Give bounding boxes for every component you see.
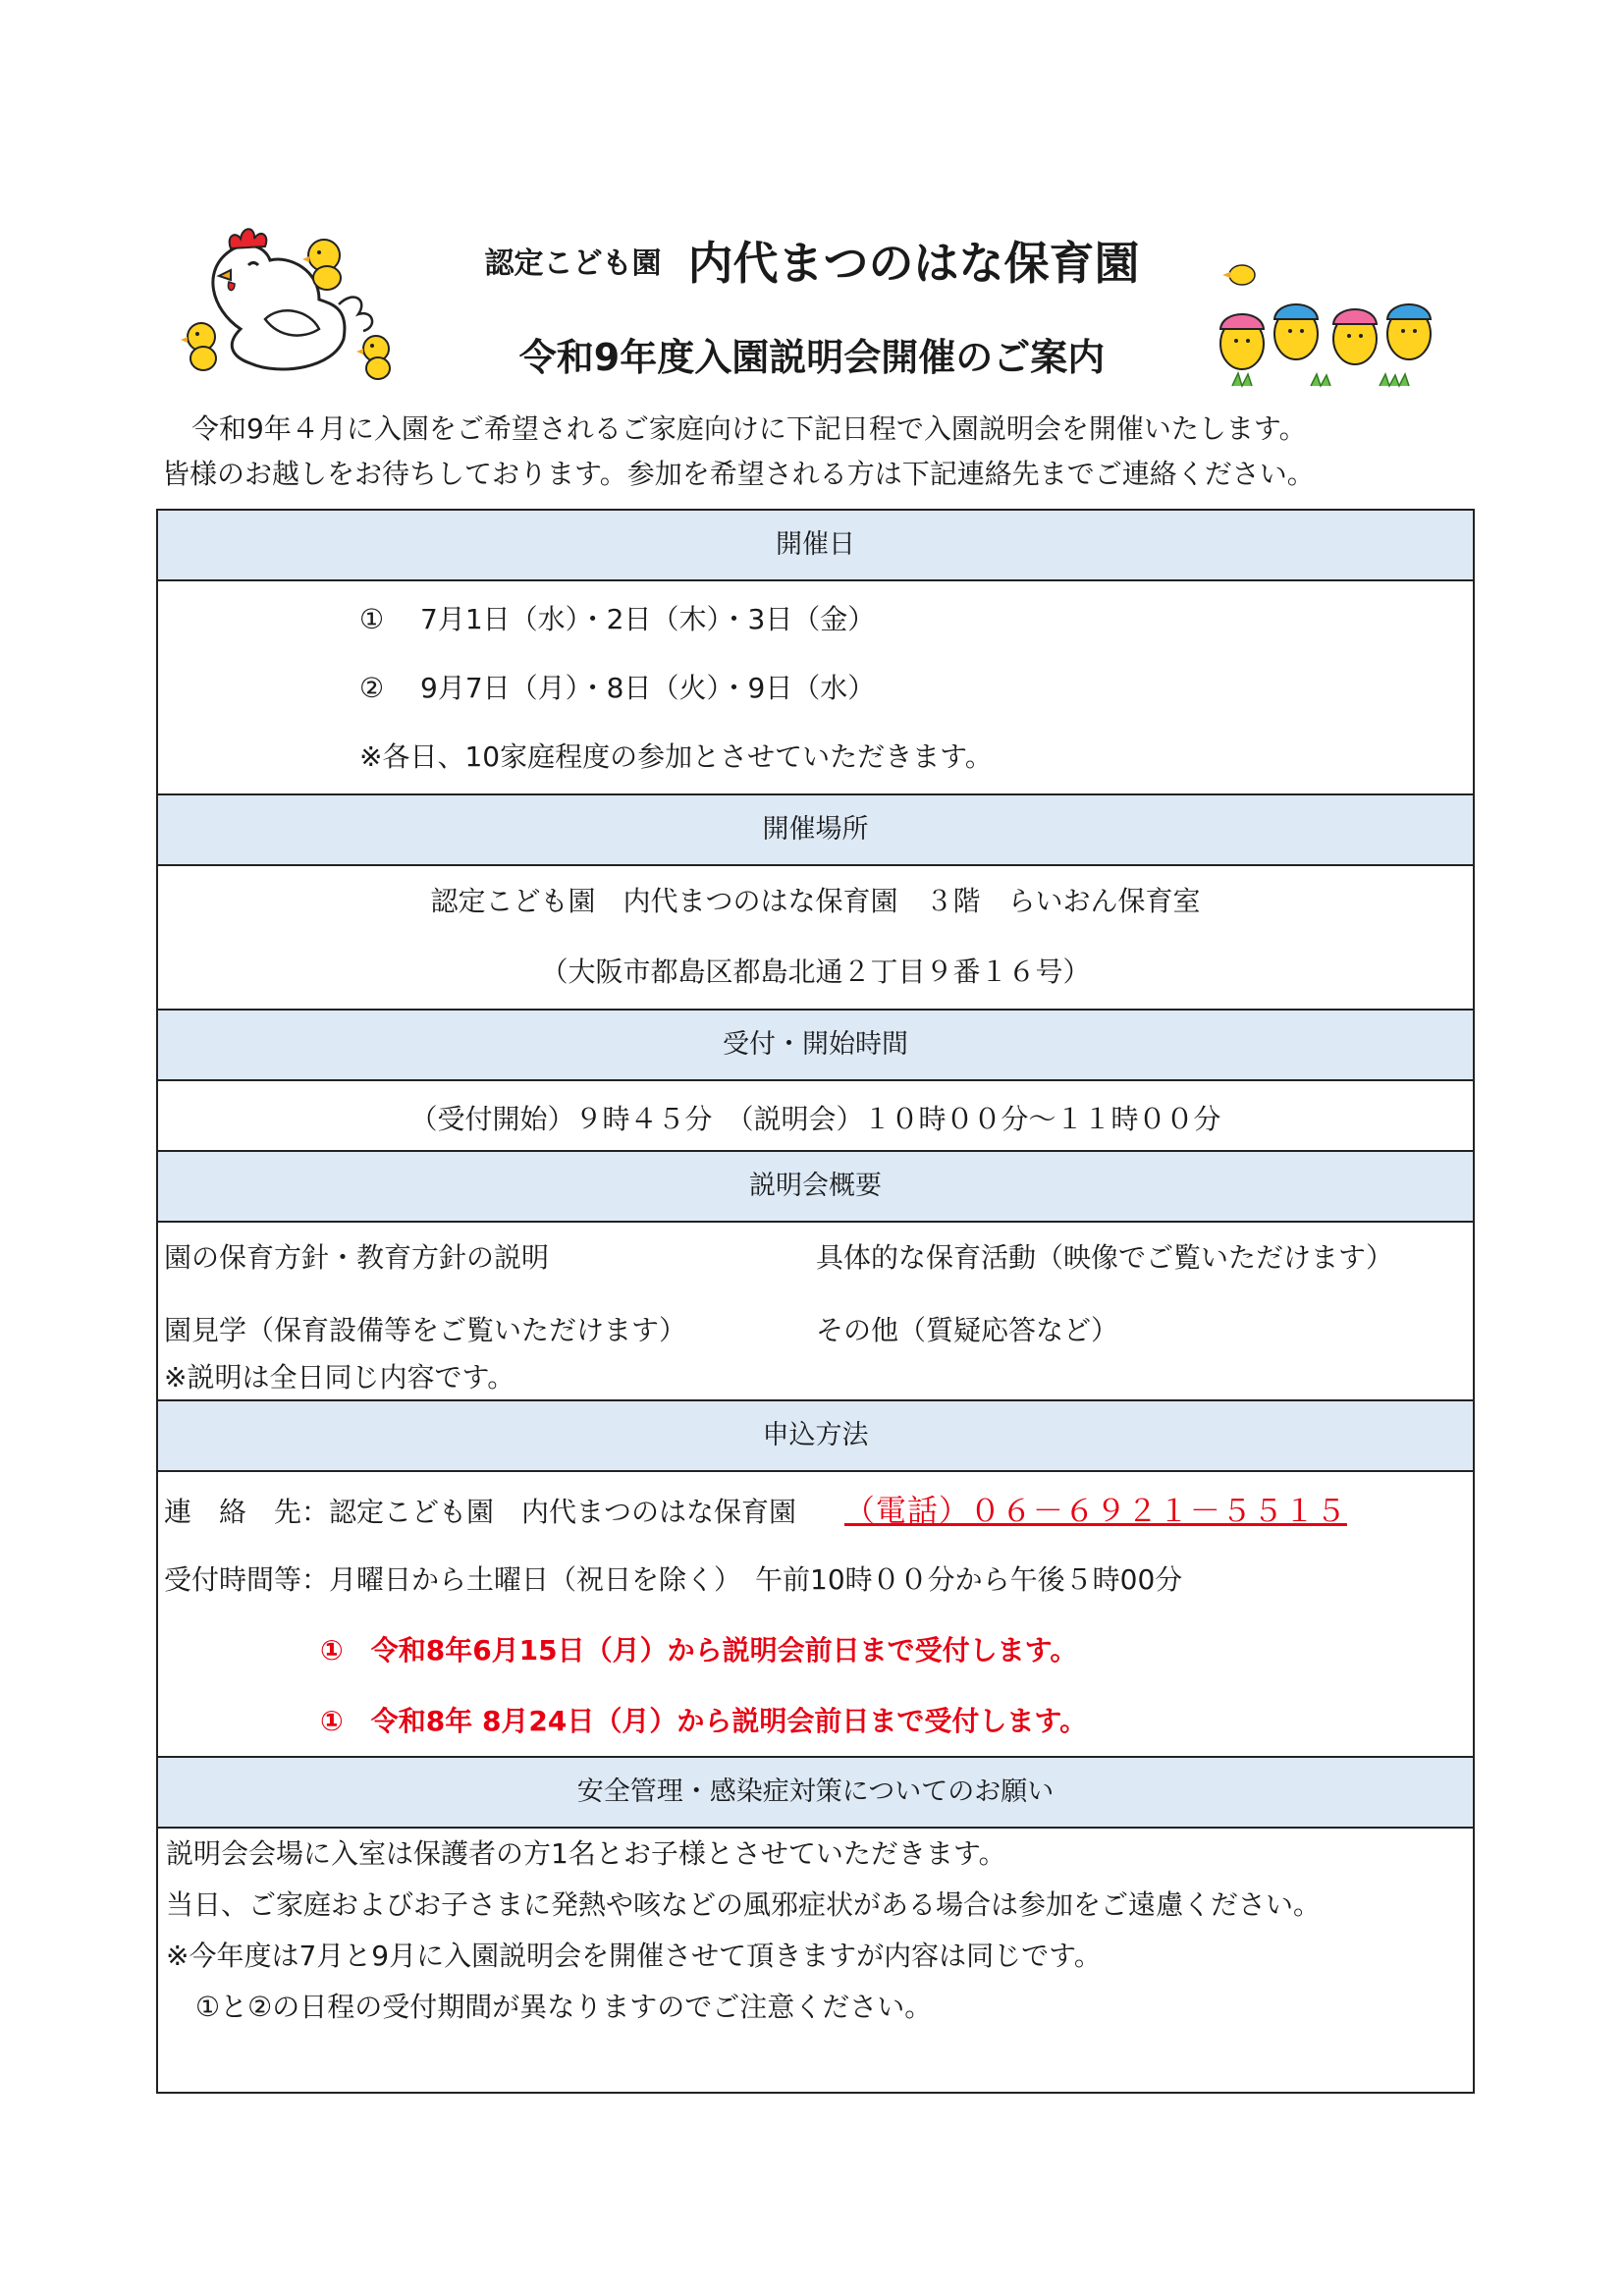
intro-line: 皆様のお越しをお待ちしております。参加を希望される方は下記連絡先までご連絡ください。 (162, 458, 1315, 490)
apply-body (158, 1472, 1473, 1758)
chicks-in-hats-illustration (1213, 260, 1443, 393)
dates-note: ※各日、10家庭程度の参加とさせていただきます。 (359, 740, 993, 773)
overview-note: ※説明は全日同じ内容です。 (164, 1361, 515, 1394)
dates-body (158, 581, 1473, 795)
hours-line: 受付時間等：月曜日から土曜日（祝日を除く） 午前10時００分から午後５時00分 (164, 1563, 1183, 1596)
safety-line: 説明会会場に入室は保護者の方1名とお子様とさせていただきます。 (166, 1837, 1006, 1870)
subtitle: 令和9年度入園説明会開催のご案内 (518, 336, 1106, 379)
safety-line: ①と②の日程の受付期間が異なりますのでご注意ください。 (195, 1991, 933, 2023)
overview-item: 園の保育方針・教育方針の説明 (164, 1241, 550, 1274)
date-line-2: ② 9月7日（月）・8日（火）・9日（水） (359, 672, 876, 704)
overview-item: 具体的な保育活動（映像でご覧いただけます） (816, 1241, 1394, 1274)
apply-heading: 申込方法 (158, 1401, 1473, 1472)
venue-body (158, 866, 1473, 1011)
title-main: 内代まつのはな保育園 (687, 237, 1140, 290)
header (0, 0, 1624, 393)
overview-item: 園見学（保育設備等をご覧いただけます） (164, 1314, 687, 1346)
overview-heading: 説明会概要 (158, 1152, 1473, 1223)
time-heading: 受付・開始時間 (158, 1011, 1473, 1081)
safety-body (158, 1829, 1473, 2092)
info-table (156, 509, 1475, 2094)
contact-line (164, 1486, 1347, 1530)
overview-body (158, 1223, 1473, 1401)
intro-line: 令和9年４月に入園をご希望されるご家庭向けに下記日程で入園説明会を開催いたします。 (191, 412, 1307, 445)
contact-label: 連 絡 先：認定こども園 内代まつのはな保育園 (164, 1496, 797, 1528)
time-body (158, 1081, 1473, 1152)
safety-line: ※今年度は7月と9月に入園説明会を開催させて頂きますが内容は同じです。 (166, 1940, 1102, 1972)
venue-address: （大阪市都島区都島北通２丁目９番１６号） (540, 956, 1091, 988)
safety-line: 当日、ご家庭およびお子さまに発熱や咳などの風邪症状がある場合は参加をご遠慮ください。 (166, 1888, 1322, 1921)
overview-item: その他（質疑応答など） (816, 1314, 1119, 1346)
safety-heading: 安全管理・感染症対策についてのお願い (158, 1758, 1473, 1829)
phone-number[interactable]: （電話）０６－６９２１－５５１５ (843, 1494, 1347, 1529)
intro-text (162, 407, 1478, 497)
date-line-1: ① 7月1日（水）・2日（木）・3日（金） (359, 603, 876, 635)
title-small: 認定こども園 (484, 246, 662, 281)
period-line-2: ① 令和8年 8月24日（月）から説明会前日まで受付します。 (320, 1705, 1088, 1737)
time-line: （受付開始）９時４５分 （説明会）１０時００分～１１時００分 (409, 1103, 1221, 1135)
venue-name: 認定こども園 内代まつのはな保育園 ３階 らいおん保育室 (430, 885, 1201, 917)
dates-heading: 開催日 (158, 511, 1473, 581)
venue-heading: 開催場所 (158, 795, 1473, 866)
period-line-1: ① 令和8年6月15日（月）から説明会前日まで受付します。 (320, 1634, 1078, 1667)
